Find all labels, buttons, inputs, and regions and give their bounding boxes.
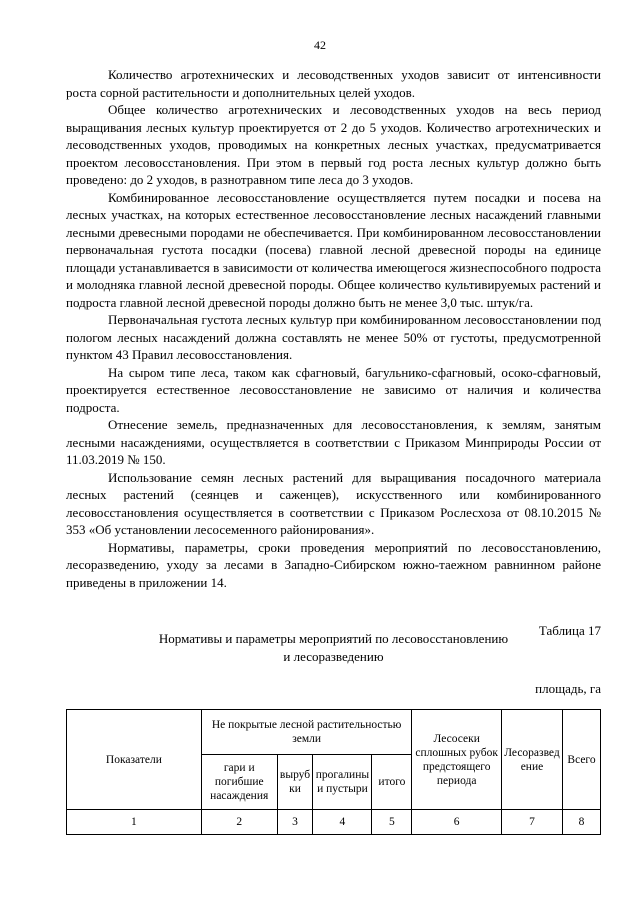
table-units: площадь, га bbox=[535, 681, 601, 696]
column-number: 4 bbox=[313, 810, 372, 835]
paragraph: Общее количество агротехнических и лесоводственных уходов на весь период выращивания лесных культур проектируется от 2 до 5 уходов. Количество агротехнических и лесоводственных уходов, проводимых на конкретных лесных участках, предусматривается проектом лесовосстановления. При этом в первый год роста лесных культур должно быть проведено: до 2 уходов, в разнотравном типе леса до 3 уходов. bbox=[66, 102, 601, 187]
table-title-line-2: и лесоразведению bbox=[283, 649, 384, 664]
column-number: 3 bbox=[277, 810, 313, 835]
header-indicators: Показатели bbox=[67, 710, 202, 810]
column-number-row bbox=[67, 810, 601, 835]
header-cuttings: вырубки bbox=[277, 755, 313, 810]
column-number: 1 bbox=[67, 810, 202, 835]
column-number: 7 bbox=[501, 810, 562, 835]
page-number: 42 bbox=[314, 38, 326, 52]
header-glades: прогалины и пустыри bbox=[313, 755, 372, 810]
header-burned: гари и погибшие насаждения bbox=[201, 755, 277, 810]
header-row-1 bbox=[67, 710, 601, 755]
header-afforestation: Лесоразведение bbox=[501, 710, 562, 810]
header-all: Всего bbox=[563, 710, 601, 810]
header-clearings: Лесосеки сплошных рубок предстоящего периода bbox=[412, 710, 502, 810]
table-label: Таблица 17 bbox=[538, 623, 601, 638]
norms-table bbox=[66, 709, 601, 835]
paragraph: Отнесение земель, предназначенных для лесовосстановления, к землям, занятым лесными насаждениями, осуществляется в соответствии с Приказом Минприроды России от 11.03.2019 № 150. bbox=[66, 417, 601, 467]
paragraph: Нормативы, параметры, сроки проведения мероприятий по лесовосстановлению, лесоразведению, уходу за лесами в Западно-Сибирском южно-таежном равнинном районе приведены в приложении 14. bbox=[66, 539, 601, 590]
header-not-covered: Не покрытые лесной растительностью земли bbox=[201, 710, 412, 755]
paragraph: Количество агротехнических и лесоводственных уходов зависит от интенсивности роста сорной растительности и дополнительных целей уходов. bbox=[66, 67, 601, 100]
paragraph: Комбинированное лесовосстановление осуществляется путем посадки и посева на лесных участках, на которых естественное лесовосстановление лесных насаждений главными лесными древесными породами не обеспечивается. При комбинированном лесовосстановлении первоначальная густота посадки (посева) главной лесной древесной породы на единице площади устанавливается в зависимости от количества имеющегося жизнеспособного подроста и молодняка главной лесной древесной породы. Общее количество культивируемых растений и подроста главной лесной древесной породы должно быть не менее 3,0 тыс. штук/га. bbox=[66, 189, 601, 310]
header-total: итого bbox=[372, 755, 412, 810]
paragraph: Первоначальная густота лесных культур при комбинированном лесовосстановлении под пологом лесных насаждений должна составлять не менее 50% от густоты, предусмотренной пунктом 43 Правил лесовосстановления. bbox=[66, 312, 601, 362]
column-number: 2 bbox=[201, 810, 277, 835]
body-text bbox=[66, 66, 601, 591]
table-title-line-1: Нормативы и параметры мероприятий по лесовосстановлению bbox=[158, 631, 509, 646]
column-number: 8 bbox=[563, 810, 601, 835]
column-number: 5 bbox=[372, 810, 412, 835]
table-title bbox=[66, 630, 601, 666]
column-number: 6 bbox=[412, 810, 502, 835]
paragraph: На сыром типе леса, таком как сфагновый, багульнико-сфагновый, осоко-сфагновый, проектируется естественное лесовосстановление не зависимо от наличия и количества подроста. bbox=[66, 364, 601, 415]
paragraph: Использование семян лесных растений для выращивания посадочного материала лесных растений (сеянцев и саженцев), искусственного или комбинированного лесовосстановления осуществляется в соответствии с Приказом Рослесхоза от 08.10.2015 № 353 «Об установлении лесосеменного районирования». bbox=[66, 469, 601, 537]
